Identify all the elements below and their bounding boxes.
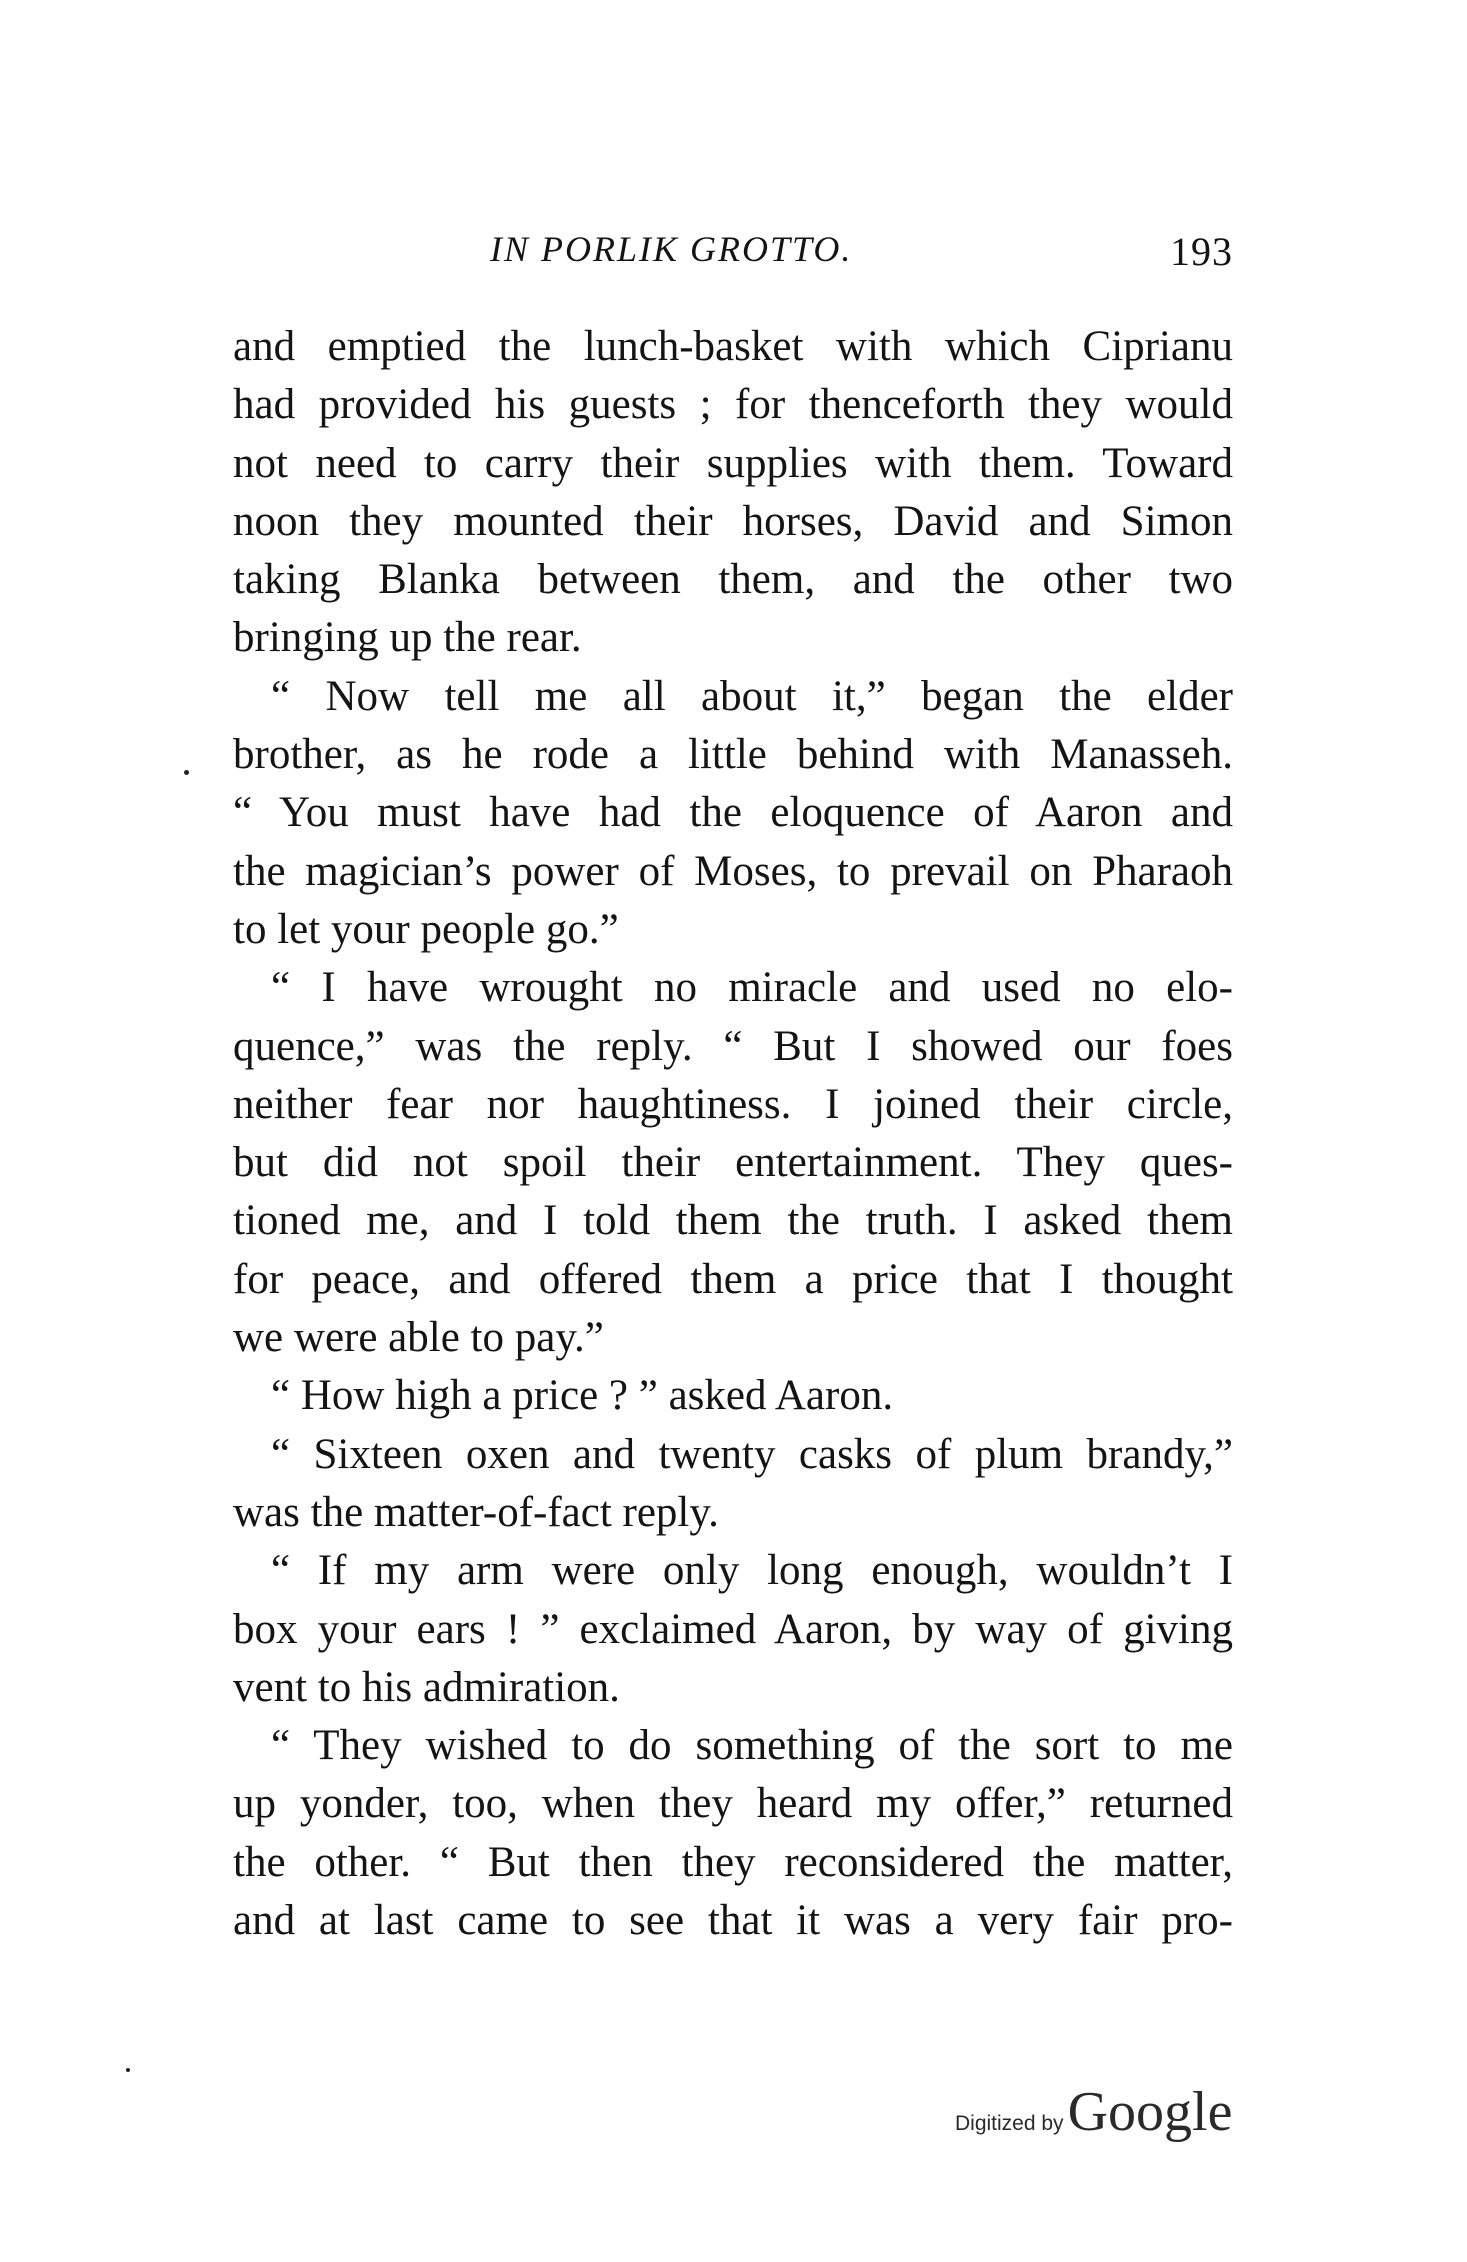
- text-line: “ Sixteen oxen and twenty casks of plum brandy,”: [271, 1430, 1233, 1478]
- scan-speck: [184, 770, 189, 775]
- text-line: for peace, and offered them a price that I thought: [233, 1255, 1233, 1303]
- text-line: box your ears ! ” exclaimed Aaron, by way of giving: [233, 1605, 1233, 1653]
- text-line: the magician’s power of Moses, to prevail on Pharaoh: [233, 847, 1233, 895]
- scan-speck: [126, 2068, 130, 2072]
- digitized-by-label: Digitized by: [955, 2112, 1064, 2135]
- text-line: “ Now tell me all about it,” began the elder: [271, 672, 1233, 720]
- text-line: to let your people go.”: [233, 905, 619, 953]
- text-line: and emptied the lunch-basket with which Ciprianu: [233, 323, 1233, 370]
- text-line: had provided his guests ; for thenceforth they would: [233, 381, 1233, 429]
- text-line: neither fear nor haughtiness. I joined their circle,: [233, 1080, 1233, 1128]
- text-line: and at last came to see that it was a very fair pro-: [233, 1897, 1233, 1945]
- body-text: [233, 318, 1233, 1950]
- text-line: “ They wished to do something of the sort to me: [271, 1722, 1233, 1770]
- text-line: tioned me, and I told them the truth. I asked them: [233, 1197, 1233, 1245]
- text-line: the other. “ But then they reconsidered the matter,: [233, 1838, 1233, 1886]
- text-line: “ How high a price ? ” asked Aaron.: [271, 1372, 894, 1420]
- running-title: IN PORLIK GROTTO.: [490, 229, 853, 269]
- text-line: quence,” was the reply. “ But I showed our foes: [233, 1022, 1233, 1070]
- text-line: vent to his admiration.: [233, 1663, 620, 1711]
- google-logo: Google: [1067, 2081, 1233, 2143]
- page-number: 193: [1170, 229, 1233, 274]
- text-line: not need to carry their supplies with them. Toward: [233, 439, 1233, 487]
- text-line: “ I have wrought no miracle and used no elo-: [271, 964, 1233, 1012]
- text-line: “ If my arm were only long enough, wouldn’t I: [271, 1547, 1233, 1595]
- text-line: taking Blanka between them, and the other two: [233, 556, 1233, 604]
- text-line: we were able to pay.”: [233, 1314, 604, 1362]
- digitized-by-google-watermark: [955, 2080, 1232, 2144]
- text-line: brother, as he rode a little behind with Manasseh.: [233, 731, 1233, 779]
- text-line: but did not spoil their entertainment. They ques-: [233, 1139, 1233, 1187]
- text-line: was the matter-of-fact reply.: [233, 1488, 719, 1536]
- text-line: noon they mounted their horses, David and Simon: [233, 497, 1233, 545]
- text-line: “ You must have had the eloquence of Aaron and: [233, 789, 1233, 837]
- text-line: bringing up the rear.: [233, 614, 582, 662]
- text-line: up yonder, too, when they heard my offer,” returned: [233, 1780, 1233, 1828]
- running-head: [233, 228, 1233, 288]
